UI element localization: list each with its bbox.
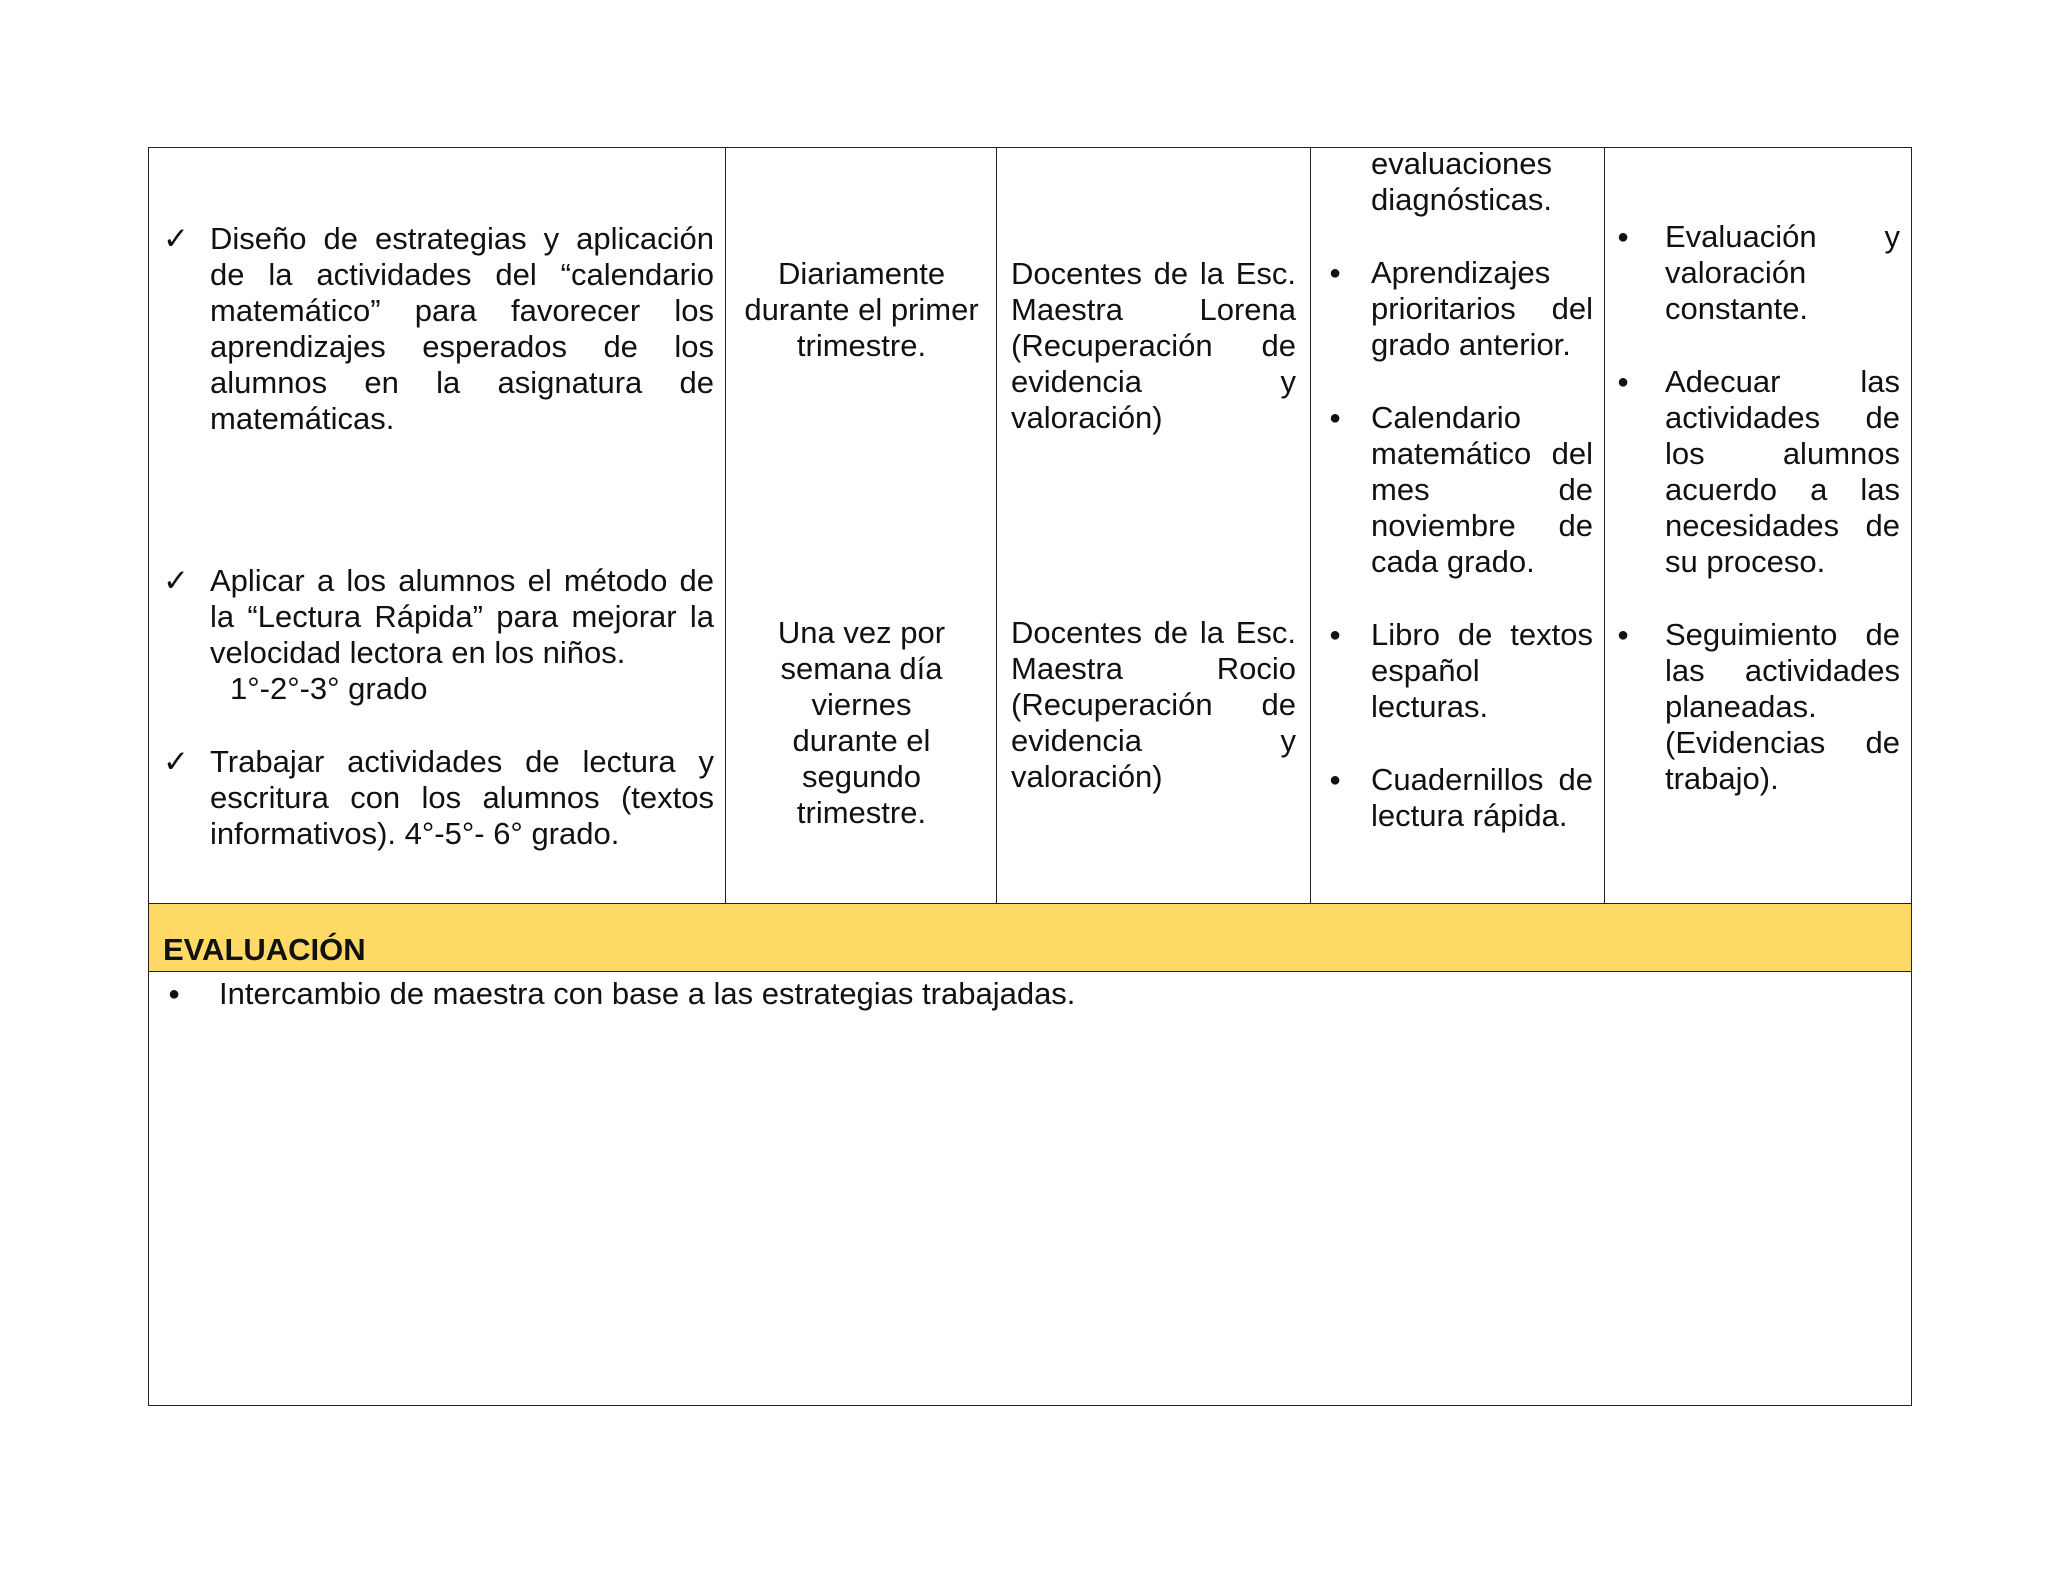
evaluation-header-band <box>149 903 1911 971</box>
timing-cell <box>759 615 964 831</box>
check-icon: ✓ <box>163 744 189 779</box>
bullet-icon: ● <box>1329 624 1342 646</box>
responsible-cell <box>1011 615 1296 795</box>
criteria-text: Adecuar las actividades de los alumnos acuerdo a las necesidades de su proceso. <box>1665 364 1900 579</box>
criteria-item <box>1617 219 1900 327</box>
timing-cell <box>739 256 984 364</box>
column-divider <box>1604 148 1605 903</box>
resource-text: Libro de textos español lecturas. <box>1371 617 1593 724</box>
row-divider <box>149 903 1911 904</box>
column-divider <box>1310 148 1311 903</box>
bullet-icon: ● <box>1617 624 1630 646</box>
criteria-item <box>1617 617 1900 797</box>
column-divider <box>996 148 997 903</box>
bullet-icon: ● <box>1329 769 1342 791</box>
resources-text: evaluaciones diagnósticas. <box>1371 146 1552 217</box>
resource-text: Calendario matemático del mes de noviembre de cada grado. <box>1371 400 1593 579</box>
activity-text: Diseño de estrategias y aplicación de la actividades del “calendario matemático” para favorecer los aprendizajes esperados de los alumnos en la asignatura de matemáticas. <box>210 221 714 436</box>
check-icon: ✓ <box>163 563 189 598</box>
responsible-cell <box>1011 256 1296 436</box>
criteria-item <box>1617 364 1900 580</box>
activity-text: Aplicar a los alumnos el método de la “Lectura Rápida” para mejorar la velocidad lectora en los niños. <box>210 563 714 670</box>
resource-item <box>1323 255 1593 363</box>
criteria-text: Seguimiento de las actividades planeadas. (Evidencias de trabajo). <box>1665 617 1900 796</box>
activity-item <box>163 221 714 437</box>
criteria-text: Evaluación y valoración constante. <box>1665 219 1900 326</box>
criteria-cell <box>1617 219 1900 797</box>
activity-grade: 1°-2°-3° grado <box>230 671 428 706</box>
responsible-text: Docentes de la Esc. Maestra Lorena (Recuperación de evidencia y valoración) <box>1011 256 1296 435</box>
evaluation-title: EVALUACIÓN <box>163 932 366 967</box>
check-icon: ✓ <box>163 221 189 256</box>
column-divider <box>725 148 726 903</box>
evaluation-item <box>163 976 1863 1012</box>
timing-text: Una vez por semana día viernes durante el segundo trimestre. <box>777 615 946 830</box>
responsible-text: Docentes de la Esc. Maestra Rocio (Recuperación de evidencia y valoración) <box>1011 615 1296 794</box>
bullet-icon: ● <box>1329 407 1342 429</box>
bullet-icon: ● <box>1329 262 1342 284</box>
activity-text: Trabajar actividades de lectura y escritura con los alumnos (textos informativos). 4°-5°- 6° grado. <box>210 744 714 851</box>
planning-table <box>148 147 1912 1406</box>
activity-item <box>163 744 714 852</box>
evaluation-text: Intercambio de maestra con base a las estrategias trabajadas. <box>219 976 1076 1011</box>
bullet-icon: ● <box>1617 371 1630 393</box>
activity-item <box>163 563 714 707</box>
bullet-icon: ● <box>1617 226 1630 248</box>
resource-item <box>1323 617 1593 725</box>
resource-item <box>1323 762 1593 834</box>
resource-text: Cuadernillos de lectura rápida. <box>1371 762 1593 833</box>
timing-text: Diariamente durante el primer trimestre. <box>744 256 979 363</box>
row-divider <box>149 971 1911 972</box>
activities-cell <box>163 221 714 852</box>
bullet-icon: ● <box>167 983 181 1005</box>
resources-cell <box>1323 146 1593 834</box>
resource-item <box>1323 400 1593 580</box>
evaluation-content <box>163 976 1863 1012</box>
resource-text: Aprendizajes prioritarios del grado anterior. <box>1371 255 1593 362</box>
